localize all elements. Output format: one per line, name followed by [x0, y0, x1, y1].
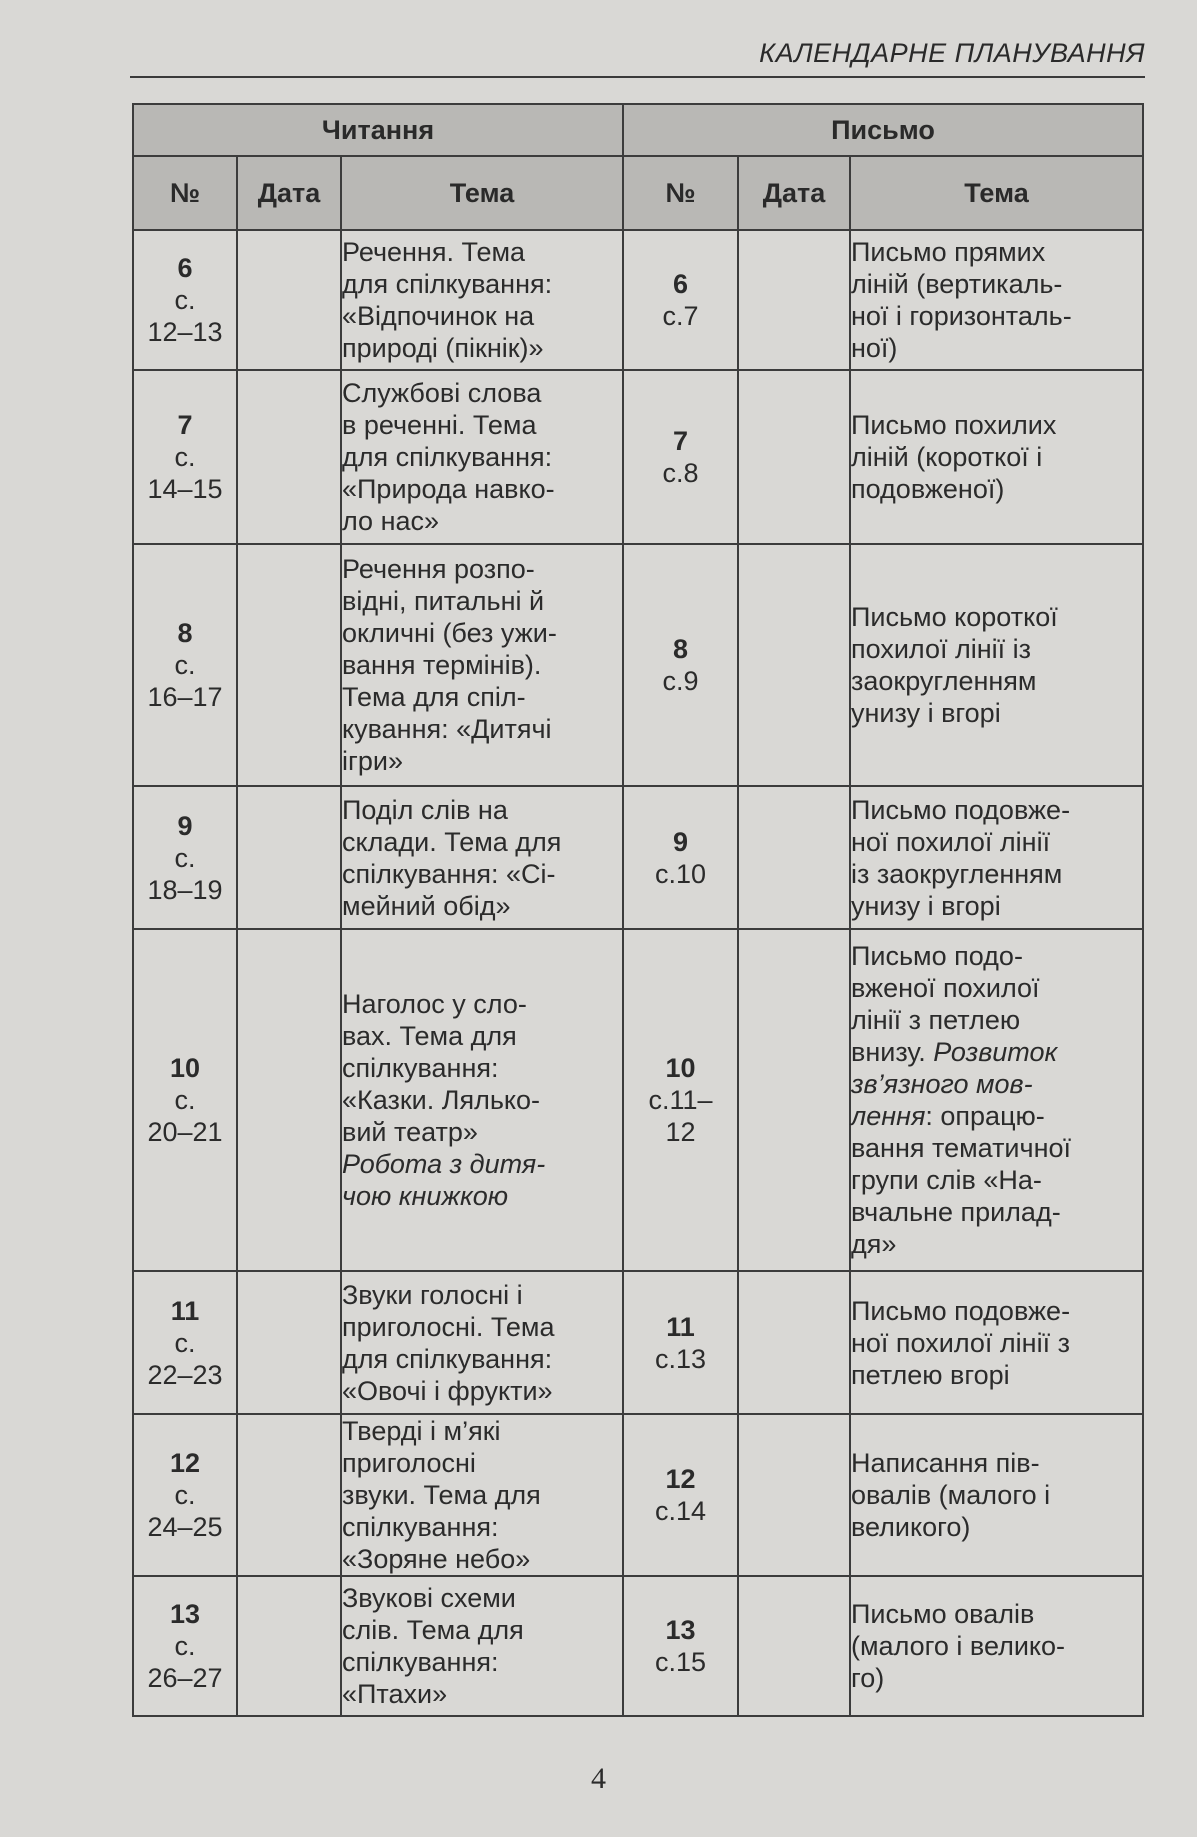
reading-lesson-number [133, 544, 237, 786]
text-line: для спілкування: [342, 269, 553, 299]
text-line: «Відпочинок на [342, 301, 535, 331]
text-line: с.15 [654, 1647, 707, 1677]
table-row [133, 929, 1143, 1271]
text-line: ігри» [342, 746, 403, 776]
text-line: Письмо похилих [851, 410, 1057, 440]
text-line: групи слів «На- [851, 1165, 1042, 1195]
text-line: дя» [851, 1229, 897, 1259]
writing-date-cell [738, 1271, 850, 1414]
text-line: вий театр» [342, 1117, 478, 1147]
text-line: ліній (вертикаль- [851, 269, 1063, 299]
lesson-number: 11 [666, 1311, 695, 1342]
writing-date-cell [738, 929, 850, 1271]
text-line: 16–17 [147, 682, 223, 712]
reading-lesson-number [133, 1576, 237, 1716]
text-line: го) [851, 1663, 885, 1693]
text-line: в реченні. Тема [342, 410, 537, 440]
lesson-number: 6 [672, 269, 689, 299]
reading-date-cell [237, 1576, 341, 1716]
text-line: Написання пів- [851, 1448, 1040, 1478]
text-line: приголосні. Тема [342, 1311, 555, 1342]
reading-topic [341, 544, 623, 786]
lesson-number: 13 [665, 1615, 696, 1645]
text-line: чою книжкою [342, 1181, 509, 1211]
writing-lesson-number [623, 929, 738, 1271]
reading-lesson-number [133, 230, 237, 370]
text-line: Звукові схеми [342, 1583, 516, 1613]
col-writing-topic: Тема [850, 156, 1143, 230]
reading-topic [341, 786, 623, 929]
reading-topic [341, 1271, 623, 1414]
text-line: ної похилої лінії з [851, 1327, 1070, 1358]
text-line: мейний обід» [342, 890, 511, 921]
text-line: Письмо короткої [851, 602, 1058, 632]
text-line: подовженої) [851, 474, 1005, 504]
text-line: Тема для спіл- [342, 682, 526, 712]
table-row [133, 544, 1143, 786]
text-line: звуки. Тема для [342, 1480, 541, 1510]
col-reading-num: № [133, 156, 237, 230]
text-line: лення [851, 1101, 926, 1131]
writing-topic [850, 1271, 1143, 1414]
text-line: Письмо подовже- [851, 1295, 1071, 1326]
text-line: с.7 [662, 301, 699, 331]
text-line: слів. Тема для [342, 1615, 524, 1645]
reading-topic [341, 1414, 623, 1576]
reading-date-cell [237, 544, 341, 786]
lesson-number: 9 [672, 826, 689, 857]
text-line: Письмо подо- [851, 941, 1023, 971]
writing-topic [850, 370, 1143, 544]
lesson-number: 7 [672, 426, 689, 456]
text-line: 12 [665, 1117, 696, 1147]
text-line: с.9 [662, 666, 699, 696]
text-line: відні, питальні й [342, 586, 545, 616]
writing-topic [850, 929, 1143, 1271]
writing-topic [850, 1576, 1143, 1716]
text-line: овалів (малого і [851, 1480, 1051, 1510]
text-line: Письмо овалів [851, 1599, 1035, 1629]
text-line: : опрацю- [925, 1101, 1045, 1131]
writing-lesson-number [623, 1414, 738, 1576]
text-line: с.13 [654, 1343, 707, 1374]
text-line: 22–23 [147, 1359, 223, 1390]
writing-topic [850, 230, 1143, 370]
writing-date-cell [738, 544, 850, 786]
text-line: ної похилої лінії [851, 826, 1051, 857]
table-row [133, 1576, 1143, 1716]
text-line: с.11– [648, 1085, 713, 1115]
writing-topic [850, 786, 1143, 929]
lesson-number: 10 [169, 1053, 201, 1083]
text-line: вання тематичної [851, 1133, 1072, 1163]
text-line: заокругленням [851, 666, 1037, 696]
text-line: «Птахи» [342, 1679, 448, 1709]
writing-lesson-number [623, 544, 738, 786]
text-line: великого) [851, 1512, 971, 1542]
text-line: приголосні [342, 1448, 476, 1478]
reading-topic [341, 929, 623, 1271]
lesson-number: 9 [177, 810, 193, 841]
text-line: природі (пікнік)» [342, 333, 544, 363]
reading-date-cell [237, 1414, 341, 1576]
text-line: Письмо прямих [851, 237, 1046, 267]
writing-date-cell [738, 230, 850, 370]
reading-date-cell [237, 370, 341, 544]
writing-lesson-number [623, 1271, 738, 1414]
header-divider [130, 76, 1145, 78]
text-line: спілкування: [342, 1512, 499, 1542]
text-line: похилої лінії із [851, 634, 1032, 664]
text-line: с.10 [654, 858, 707, 889]
table-row [133, 1414, 1143, 1576]
lesson-number: 12 [169, 1448, 201, 1478]
text-line: «Зоряне небо» [342, 1544, 531, 1574]
lesson-number: 7 [177, 410, 193, 440]
text-line: вання термінів). [342, 650, 542, 680]
writing-topic [850, 544, 1143, 786]
text-line: вчальне прилад- [851, 1197, 1061, 1227]
writing-lesson-number [623, 1576, 738, 1716]
text-line: (малого і велико- [851, 1631, 1066, 1661]
text-line: унизу і вгорі [851, 890, 1001, 921]
text-line: склади. Тема для [342, 826, 562, 857]
text-line: внизу. [851, 1037, 934, 1067]
text-line: 24–25 [147, 1512, 223, 1542]
writing-topic [850, 1414, 1143, 1576]
text-line: Службові слова [342, 378, 542, 408]
reading-date-cell [237, 929, 341, 1271]
lesson-number: 11 [170, 1295, 200, 1326]
text-line: с. [174, 650, 196, 680]
text-line: с. [174, 842, 196, 873]
col-writing-num: № [623, 156, 738, 230]
text-line: кування: «Дитячі [342, 714, 552, 744]
writing-date-cell [738, 1576, 850, 1716]
reading-topic [341, 1576, 623, 1716]
col-reading-date: Дата [237, 156, 341, 230]
reading-lesson-number [133, 370, 237, 544]
text-line: ної) [851, 333, 898, 363]
reading-topic [341, 230, 623, 370]
lesson-number: 6 [177, 253, 193, 283]
text-line: «Природа навко- [342, 474, 555, 504]
lesson-number: 8 [672, 634, 689, 664]
reading-lesson-number [133, 786, 237, 929]
text-line: вах. Тема для [342, 1021, 517, 1051]
text-line: Розвиток [933, 1037, 1058, 1067]
reading-lesson-number [133, 1271, 237, 1414]
lesson-number: 10 [665, 1053, 696, 1083]
text-line: 18–19 [147, 874, 223, 905]
text-line: Звуки голосні і [342, 1279, 523, 1310]
reading-lesson-number [133, 1414, 237, 1576]
text-line: с.14 [654, 1496, 707, 1526]
header-title: КАЛЕНДАРНЕ ПЛАНУВАННЯ [759, 38, 1145, 68]
text-line: ліній (короткої і [851, 442, 1043, 472]
page-number: 4 [591, 1762, 606, 1795]
text-line: Письмо подовже- [851, 794, 1071, 825]
text-line: Робота з дитя- [342, 1149, 546, 1179]
writing-date-cell [738, 370, 850, 544]
lesson-number: 12 [665, 1464, 696, 1494]
text-line: лінії з петлею [851, 1005, 1021, 1035]
text-line: унизу і вгорі [851, 698, 1001, 728]
text-line: окличні (без ужи- [342, 618, 557, 648]
header-writing: Письмо [623, 104, 1143, 156]
text-line: 20–21 [147, 1117, 223, 1147]
text-line: 26–27 [147, 1663, 223, 1693]
reading-date-cell [237, 1271, 341, 1414]
reading-topic [341, 370, 623, 544]
text-line: с. [174, 1480, 196, 1510]
reading-date-cell [237, 786, 341, 929]
text-line: Наголос у сло- [342, 989, 527, 1019]
table-row [133, 1271, 1143, 1414]
text-line: с. [174, 1327, 196, 1358]
header-reading: Читання [133, 104, 623, 156]
text-line: спілкування: [342, 1053, 499, 1083]
text-line: 12–13 [147, 317, 223, 347]
reading-lesson-number [133, 929, 237, 1271]
text-line: с. [174, 285, 196, 315]
text-line: Речення розпо- [342, 554, 535, 584]
text-line: с.8 [662, 458, 699, 488]
text-line: для спілкування: [342, 1343, 553, 1374]
text-line: спілкування: «Сі- [342, 858, 556, 889]
text-line: 14–15 [147, 474, 223, 504]
writing-lesson-number [623, 370, 738, 544]
text-line: «Казки. Лялько- [342, 1085, 541, 1115]
text-line: спілкування: [342, 1647, 499, 1677]
lesson-number: 8 [177, 618, 193, 648]
text-line: с. [174, 442, 196, 472]
text-line: Речення. Тема [342, 237, 526, 267]
table-row [133, 370, 1143, 544]
text-line: із заокругленням [851, 858, 1063, 889]
reading-date-cell [237, 230, 341, 370]
text-line: Тверді і м’які [342, 1416, 501, 1446]
text-line: «Овочі і фрукти» [342, 1375, 553, 1406]
writing-lesson-number [623, 786, 738, 929]
text-line: вженої похилої [851, 973, 1040, 1003]
col-writing-date: Дата [738, 156, 850, 230]
text-line: с. [174, 1085, 196, 1115]
table-row [133, 230, 1143, 370]
writing-date-cell [738, 1414, 850, 1576]
text-line: для спілкування: [342, 442, 553, 472]
col-reading-topic: Тема [341, 156, 623, 230]
text-line: петлею вгорі [851, 1359, 1010, 1390]
writing-lesson-number [623, 230, 738, 370]
text-line: Поділ слів на [342, 794, 508, 825]
writing-date-cell [738, 786, 850, 929]
text-line: с. [174, 1631, 196, 1661]
calendar-plan-table [132, 103, 1144, 1717]
text-line: ло нас» [342, 506, 440, 536]
text-line: ної і горизонталь- [851, 301, 1072, 331]
table-row [133, 786, 1143, 929]
text-line: зв’язного мов- [851, 1069, 1033, 1099]
lesson-number: 13 [169, 1599, 201, 1629]
